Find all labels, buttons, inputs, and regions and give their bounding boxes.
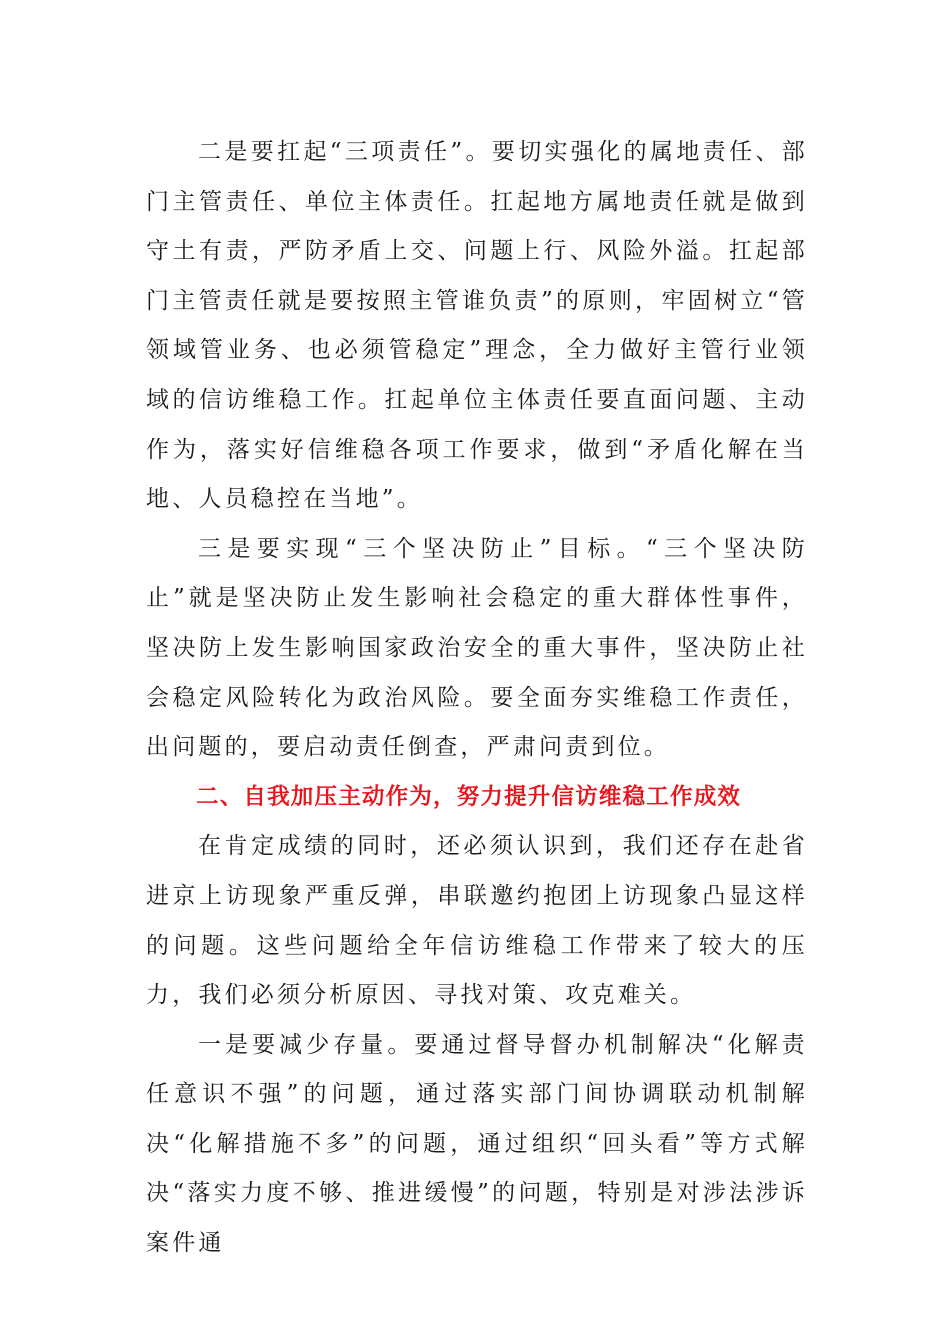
document-body bbox=[146, 128, 808, 1269]
paragraph-three-prevent-goals: 三是要实现“三个坚决防止”目标。“三个坚决防止”就是坚决防止发生影响社会稳定的重大群体性事件，坚决防上发生影响国家政治安全的重大事件，坚决防止社会稳定风险转化为政治风险。要全面夯实维稳工作责任，出问题的，要启动责任倒查，严肃问责到位。 bbox=[146, 535, 808, 761]
paragraph-reduce-stock: 一是要减少存量。要通过督导督办机制解决“化解责任意识不强”的问题，通过落实部门间协调联动机制解决“化解措施不多”的问题，通过组织“回头看”等方式解决“落实力度不够、推进缓慢”的问题，特别是对涉法涉诉案件通 bbox=[146, 1031, 808, 1257]
paragraph-recognize-problems: 在肯定成绩的同时，还必须认识到，我们还存在赴省进京上访现象严重反弹，串联邀约抱团上访现象凸显这样的问题。这些问题给全年信访维稳工作带来了较大的压力，我们必须分析原因、寻找对策、攻克难关。 bbox=[146, 833, 808, 1009]
section-heading: 二、自我加压主动作为，努力提升信访维稳工作成效 bbox=[196, 783, 742, 810]
paragraph-three-responsibilities: 二是要扛起“三项责任”。要切实强化的属地责任、部门主管责任、单位主体责任。扛起地方属地责任就是做到守土有责，严防矛盾上交、问题上行、风险外溢。扛起部门主管责任就是要按照主管谁负责”的原则，牢固树立“管领域管业务、也必须管稳定”理念，全力做好主管行业领域的信访维稳工作。扛起单位主体责任要直面问题、主动作为，落实好信维稳各项工作要求，做到“矛盾化解在当地、人员稳控在当地”。 bbox=[146, 139, 808, 513]
